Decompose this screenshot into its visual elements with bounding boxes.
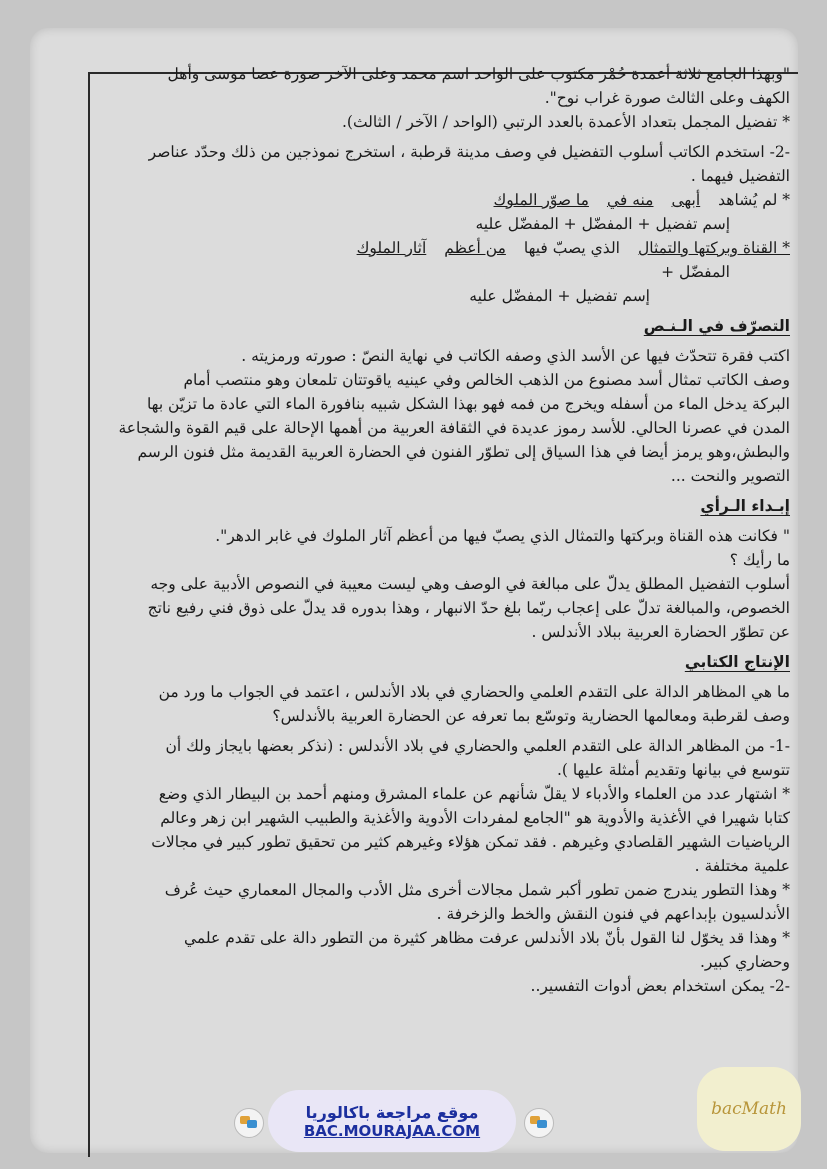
question-2-line: -2- استخدم الكاتب أسلوب التفضيل في وصف مدينة قرطبة ، استخرج نموذجين من ذلك وحدّد عناصر xyxy=(148,143,790,161)
paragraph-line: المدن في عصرنا الحالي. للأسد رموز عديدة في الثقافة العربية من أهمها الإحالة على قيم القوة والشجاعة xyxy=(118,419,790,437)
paragraph-line: عن تطوّر الحضارة العربية ببلاد الأندلس . xyxy=(531,623,790,641)
answer-line: وحضاري كبير. xyxy=(700,953,790,971)
paragraph-line: وصف الكاتب تمثال أسد مصنوع من الذهب الخالص وفي عينيه ياقوتتان تلمعان وهو منتصب أمام xyxy=(183,371,790,389)
answer-line: -2- يمكن استخدام بعض أدوات التفسير.. xyxy=(530,977,790,995)
answer-line: * اشتهار عدد من العلماء والأدباء لا يقلّ شأنهم عن علماء المشرق ومنهم أحمد بن البيطار الذي وضع xyxy=(158,785,790,803)
example-2 xyxy=(100,236,790,260)
example-2-part: * القناة وبركتها والتمثال xyxy=(637,239,790,257)
answer-line: الرياضيات الشهير القلصادي وغيرهم . فقد تمكن هؤلاء وغيرهم كثير من تحقيق تطور كبير في مجالات xyxy=(151,833,790,851)
example-2-analysis: المفضّل + xyxy=(661,263,730,281)
site-logo-icon xyxy=(524,1108,554,1138)
example-1-part: منه في xyxy=(606,191,654,209)
example-2-analysis: إسم تفضيل + المفضّل عليه xyxy=(469,287,650,305)
paragraph-line: البركة يدخل الماء من أسفله ويخرج من فمه فهو بهذا الشكل شبيه بنافورة الماء التي عادة ما تزيّن بها xyxy=(146,395,790,413)
bacmath-badge: bacMath xyxy=(697,1067,801,1151)
example-1 xyxy=(100,188,790,212)
answer-line: علمية مختلفة . xyxy=(694,857,790,875)
site-url-link[interactable]: BAC.MOURAJAA.COM xyxy=(303,1121,481,1140)
example-2-part: من أعظم xyxy=(444,239,506,257)
footer-banner[interactable] xyxy=(268,1090,516,1152)
question-2-line: التفضيل فيهما . xyxy=(690,167,790,185)
page-border-left xyxy=(88,72,90,1157)
example-1-analysis: إسم تفضيل + المفضّل + المفضّل عليه xyxy=(475,215,730,233)
question-line: ما هي المظاهر الدالة على التقدم العلمي والحضاري في بلاد الأندلس ، اعتمد في الجواب ما ورد من xyxy=(158,683,790,701)
answer-line: -1- من المظاهر الدالة على التقدم العلمي والحضاري في بلاد الأندلس : (نذكر بعضها بايجاز ولك أن xyxy=(165,737,790,755)
paragraph-line: والبطش،وهو يرمز أيضا في هذا السياق إلى تطوّر الفنون في الحضارة العربية القديمة مثل فنون الرسم xyxy=(137,443,790,461)
answer-line: كتابا شهيرا في الأغذية والأدوية هو "الجامع لمفردات الأدوية والأغذية والطبيب الشهير ابن زهر وعالم xyxy=(160,809,790,827)
section-heading: التصرّف في الـنـص xyxy=(643,317,790,335)
answer-line: الأندلسيون بإبداعهم في فنون النقش والخط والزخرفة . xyxy=(436,905,790,923)
paragraph-line: التصوير والنحت ... xyxy=(670,467,790,485)
paragraph-line: أسلوب التفضيل المطلق يدلّ على مبالغة في الوصف وهي ليست معيبة في النصوص الأدبية على وجه xyxy=(150,575,790,593)
question-line: وصف لقرطبة ومعالمها الحضارية وتوسّع بما تعرفه عن الحضارة العربية بالأندلس؟ xyxy=(272,707,790,725)
example-1-part: ما صوّر الملوك xyxy=(493,191,589,209)
intro-line: * تفضيل المجمل بتعداد الأعمدة بالعدد الرتبي (الواحد / الآخر / الثالث). xyxy=(341,113,790,131)
answer-line: * وهذا قد يخوّل لنا القول بأنّ بلاد الأندلس عرفت مظاهر كثيرة من التطور دالة على تقدم علمي xyxy=(184,929,790,947)
answer-line: * وهذا التطور يندرج ضمن تطور أكبر شمل مجالات أخرى مثل الأدب والمجال المعماري حيث عُرف xyxy=(164,881,790,899)
example-2-part: آثار الملوك xyxy=(356,239,427,257)
document-body xyxy=(100,62,790,998)
intro-line: الكهف وعلى الثالث صورة غراب نوح". xyxy=(544,89,790,107)
paragraph-line: الخصوص، والمبالغة تدلّ على إعجاب ربّما بلغ حدّ الانبهار ، وهذا بدوره قد يدلّ على ذوق فني رفيع ناتج xyxy=(147,599,790,617)
section-heading: إبـداء الـرأي xyxy=(700,497,790,515)
example-1-part: * لم يُشاهد xyxy=(718,191,790,209)
site-logo-icon xyxy=(234,1108,264,1138)
answer-line: تتوسع في بيانها وتقديم أمثلة عليها ). xyxy=(556,761,790,779)
intro-line: "وبهذا الجامع ثلاثة أعمدة حُمْر مكتوب على الواحد اسم محمد وعلى الآخر صورة عصا موسى وأهل xyxy=(167,65,790,83)
section-heading: الإنتاج الكتابي xyxy=(684,653,790,671)
paragraph-line: " فكانت هذه القناة وبركتها والتمثال الذي يصبّ فيها من أعظم آثار الملوك في غابر الدهر". xyxy=(215,527,790,545)
site-name[interactable]: موقع مراجعة باكالوريا xyxy=(305,1102,479,1122)
paragraph-line: اكتب فقرة تتحدّث فيها عن الأسد الذي وصفه الكاتب في نهاية النصّ : صورته ورمزيته . xyxy=(241,347,790,365)
example-2-part: الذي يصبّ فيها xyxy=(523,239,620,257)
paragraph-line: ما رأيك ؟ xyxy=(729,551,790,569)
example-1-part: أبهى xyxy=(671,191,701,209)
